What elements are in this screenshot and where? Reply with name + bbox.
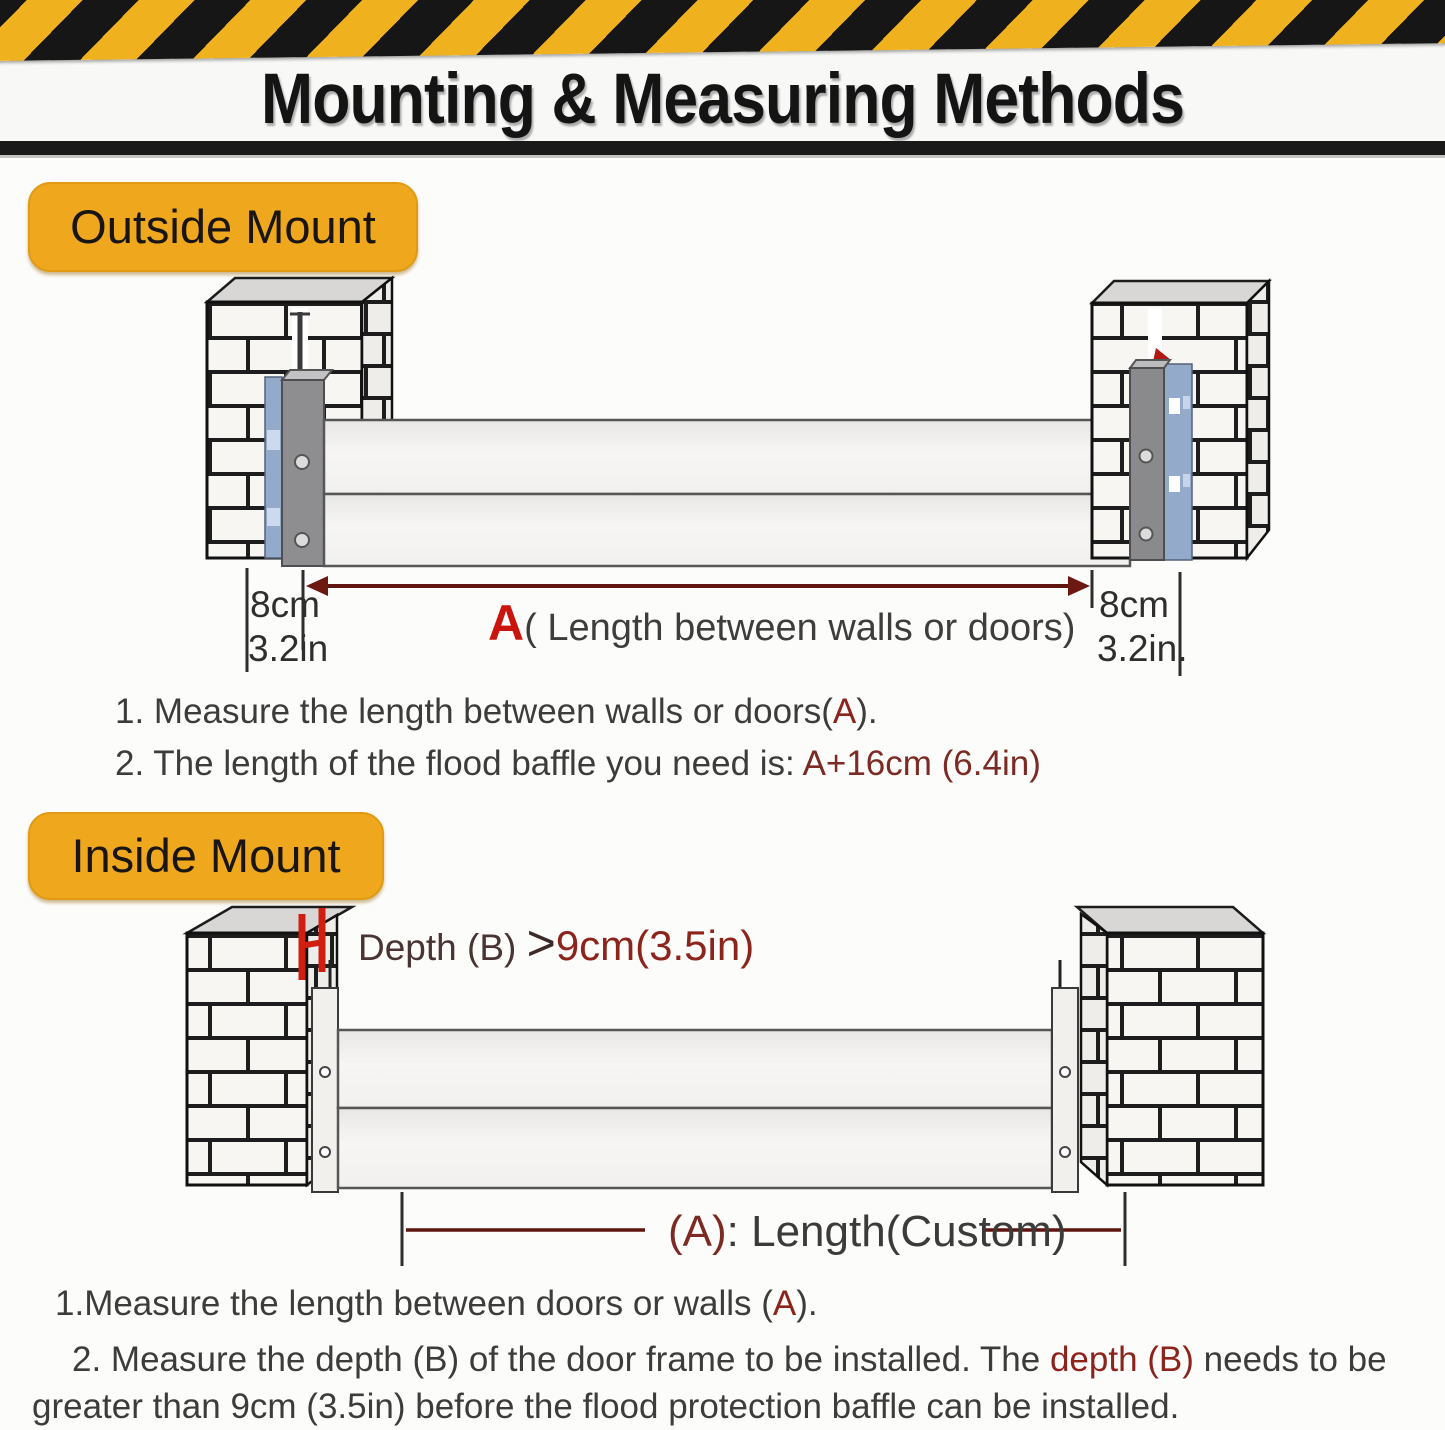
left-mounting-channel: [312, 988, 338, 1192]
right-pillar-side-face: [1247, 281, 1269, 558]
inside-step-2-highlight: depth (B): [1049, 1340, 1194, 1379]
inside-mount-badge: [28, 812, 384, 900]
right-pillar-top-face: [1092, 281, 1269, 303]
right-mounting-channel: [1052, 988, 1078, 1192]
outside-step-1-a: A: [832, 692, 857, 731]
left-pillar-top-face: [207, 278, 392, 302]
flood-barrier-panel-bottom: [338, 1108, 1052, 1188]
screw: [295, 533, 309, 547]
left-wall-rail-glint: [267, 430, 280, 450]
depth-bracket-crossbar: [300, 942, 324, 946]
inside-mount-diagram: [0, 900, 1445, 1272]
flood-barrier-panel-top: [338, 1030, 1052, 1108]
header-divider-bar: [0, 141, 1445, 158]
outside-step-2-text: 2. The length of the flood baffle you need is:: [115, 744, 803, 783]
left-channel-top-cap: [282, 370, 332, 380]
inside-step-1: [55, 1284, 818, 1324]
outside-step-2: [115, 744, 1041, 784]
inside-step-2: [32, 1336, 1428, 1430]
outside-step-1-text: 1. Measure the length between walls or doors(: [115, 692, 833, 731]
outside-step-1: [115, 692, 878, 732]
dim-label-left-in: 3.2in: [248, 628, 329, 669]
inside-step-1-a: A: [772, 1284, 797, 1323]
right-wall-rail-glint: [1183, 396, 1190, 409]
inside-step-1-text: 1.Measure the length between doors or walls (: [55, 1284, 773, 1323]
screw: [1060, 1147, 1070, 1157]
span-label-rest: ( Length between walls or doors): [524, 607, 1076, 649]
depth-annotation: [358, 915, 754, 971]
outside-mount-badge: [28, 182, 418, 272]
right-pillar-inner-face: [1081, 914, 1107, 1185]
flood-barrier-panel-top: [324, 420, 1130, 494]
left-pillar-front-face: [187, 933, 307, 1185]
page-title: Mounting & Measuring Methods: [261, 60, 1184, 139]
screw: [1140, 528, 1153, 541]
screw: [320, 1067, 330, 1077]
outside-step-2-formula: A+16cm (6.4in): [802, 744, 1041, 783]
dim-label-right-in: 3.2in.: [1097, 628, 1188, 669]
inside-mount-label: Inside Mount: [71, 829, 341, 882]
span-label-a: A: [488, 595, 525, 651]
length-annotation: [668, 1207, 1067, 1256]
outside-step-1-end: ).: [856, 692, 878, 731]
right-wall-rail: [1164, 364, 1192, 560]
right-wall-rail-glint: [1169, 476, 1180, 492]
length-annotation-rest: : Length(Custom): [726, 1207, 1067, 1256]
right-wall-rail-glint: [1183, 474, 1190, 487]
span-label: [488, 595, 1075, 651]
inside-step-1-end: ).: [796, 1284, 818, 1323]
right-pillar-front-face: [1107, 933, 1263, 1185]
header-banner: [0, 0, 1445, 158]
outside-mount-diagram: [0, 268, 1445, 680]
length-annotation-a: (A): [668, 1207, 727, 1256]
screw: [295, 455, 309, 469]
depth-annotation-gt: >: [526, 915, 556, 971]
inside-step-2-end: needs to be greater than 9cm (3.5in) before the flood protection baffle can be installed.: [32, 1340, 1387, 1426]
span-arrowhead-right: [1068, 576, 1090, 596]
right-wall-rail-glint: [1169, 398, 1180, 414]
depth-annotation-value: 9cm(3.5in): [555, 922, 755, 969]
right-pillar-top-face: [1077, 907, 1263, 933]
dim-label-left-cm: 8cm: [250, 584, 320, 625]
inside-step-2-text: 2. Measure the depth (B) of the door frame to be installed. The: [72, 1340, 1050, 1379]
flood-barrier-panel-bottom: [324, 494, 1130, 566]
hazard-stripe-band: [0, 0, 1445, 61]
outside-mount-label: Outside Mount: [70, 200, 376, 253]
screw: [320, 1147, 330, 1157]
screw: [1140, 450, 1153, 463]
dim-label-right-cm: 8cm: [1099, 584, 1169, 625]
screw: [1060, 1067, 1070, 1077]
left-wall-rail-glint: [267, 508, 280, 526]
left-wall-rail: [265, 377, 282, 558]
right-channel-top-cap: [1130, 360, 1170, 368]
depth-annotation-label: Depth (B): [358, 927, 527, 968]
